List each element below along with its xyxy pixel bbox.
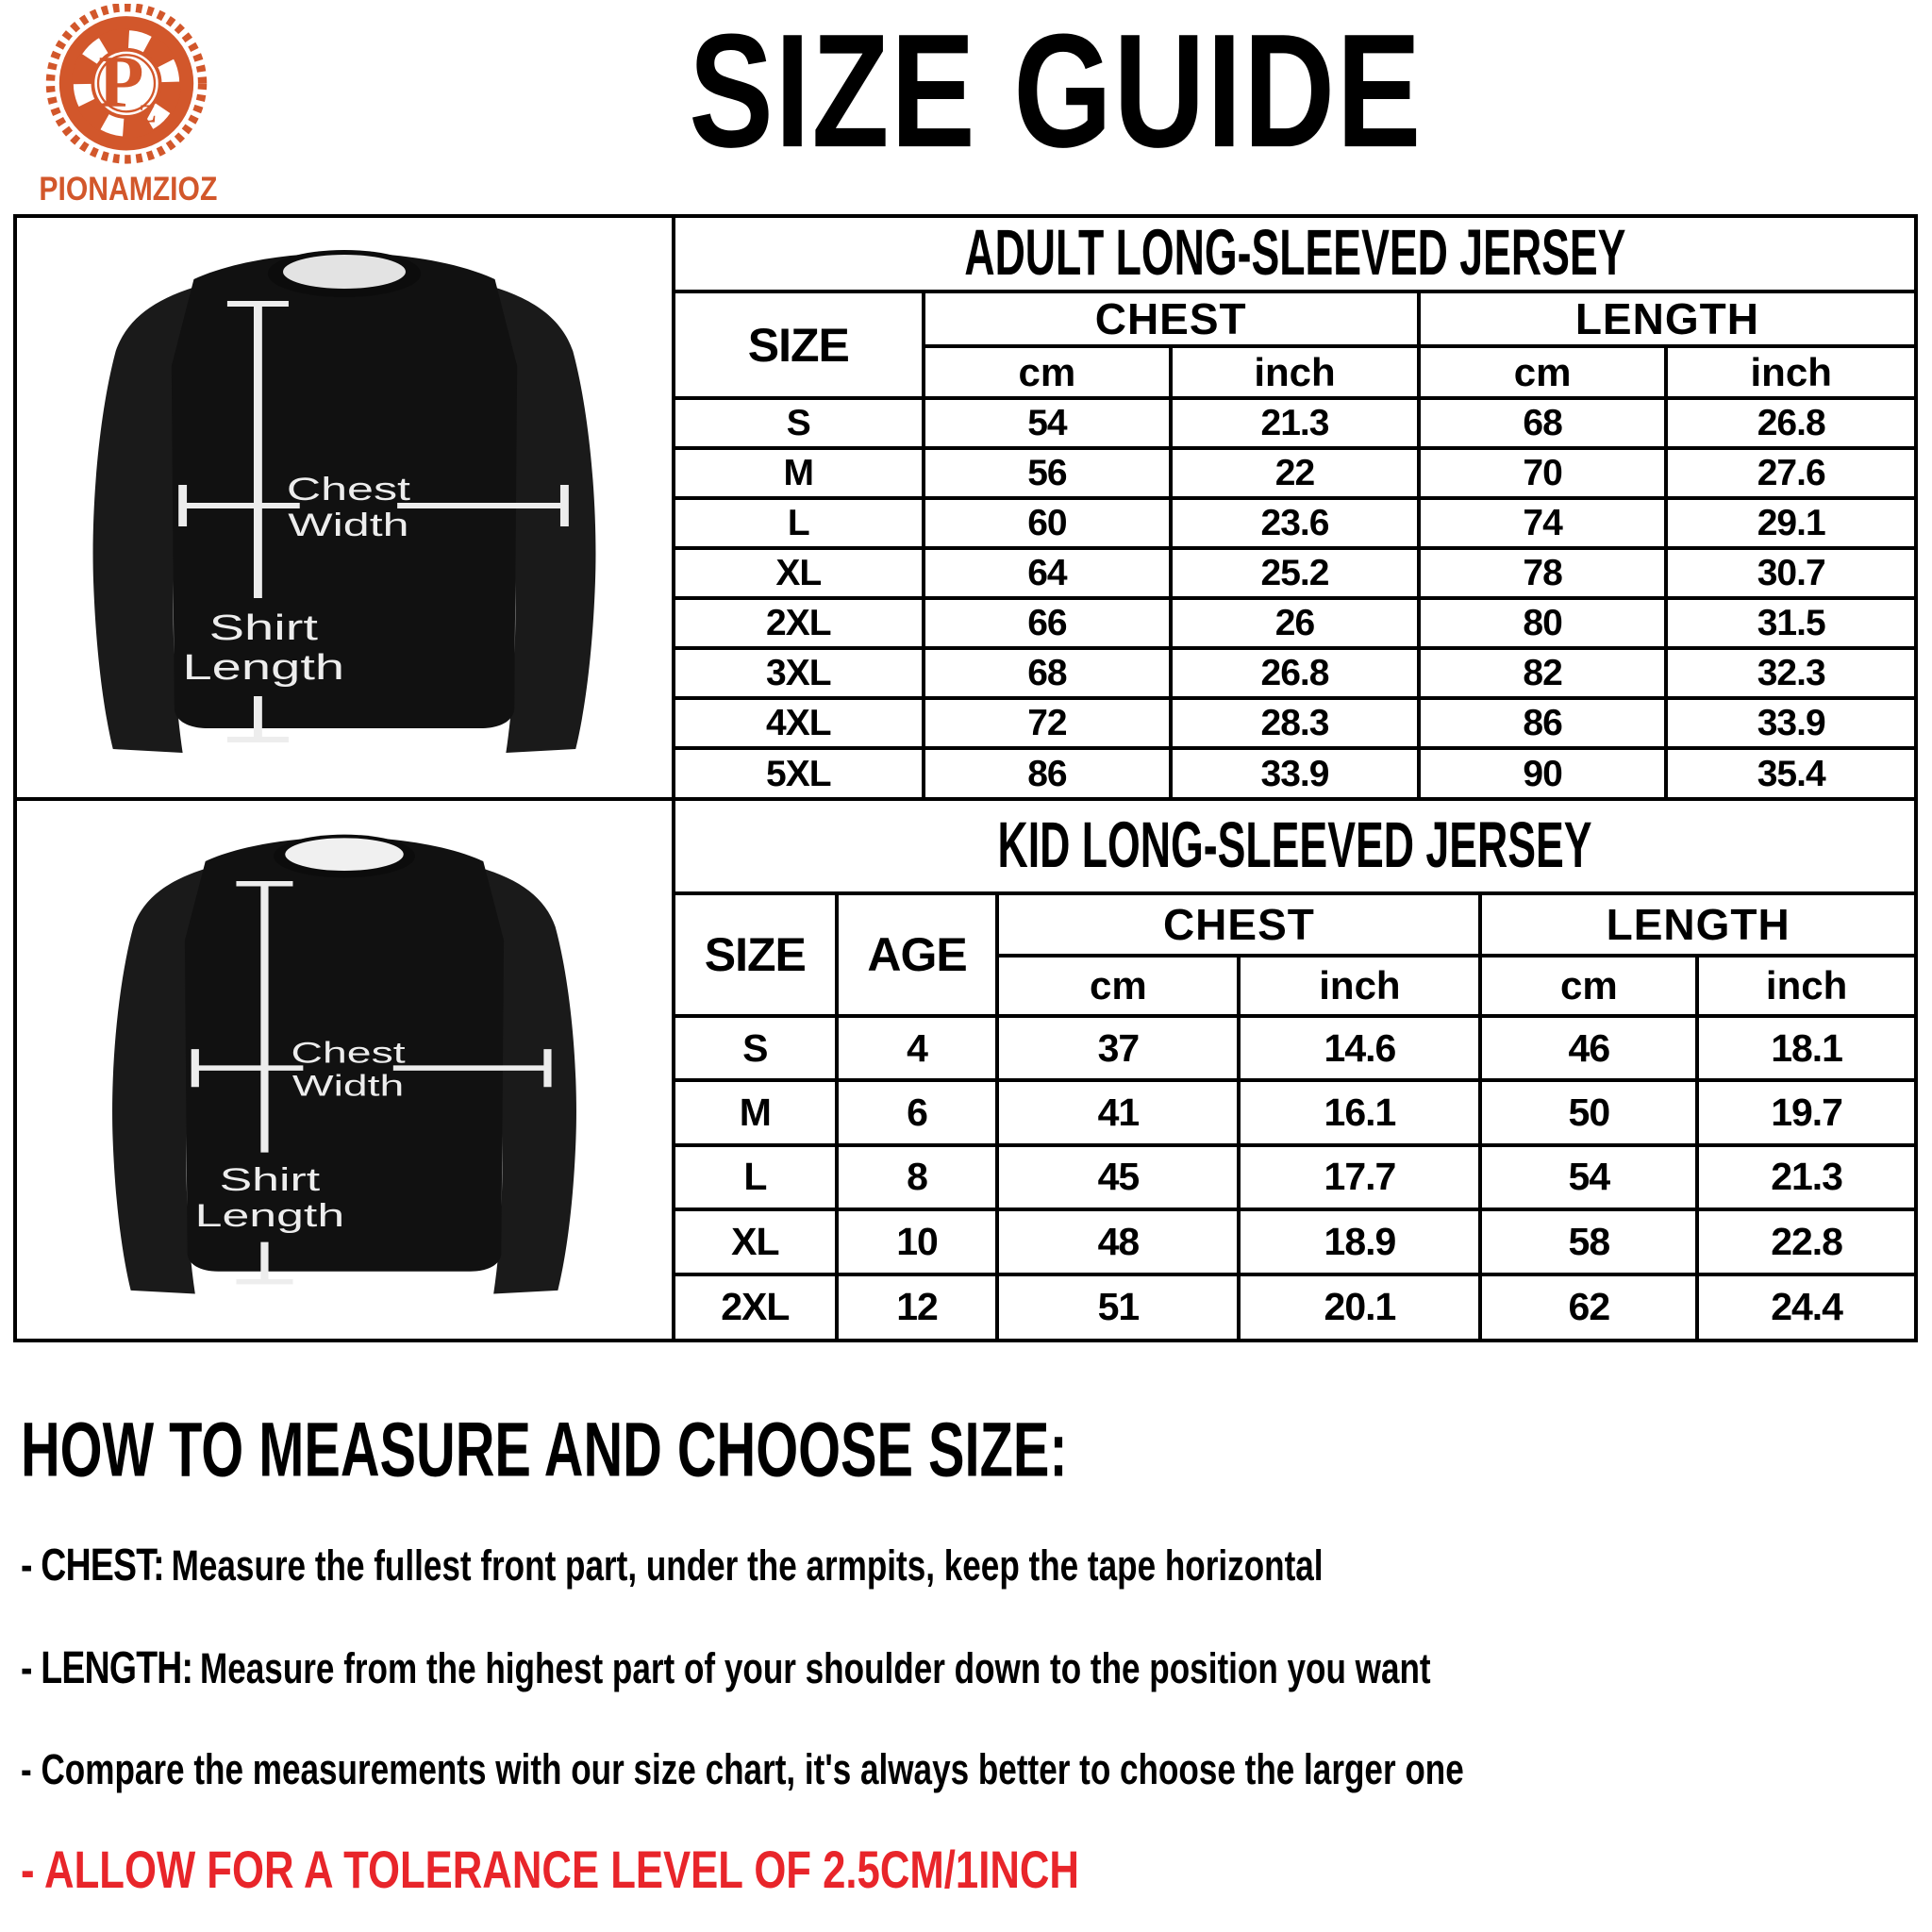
table-cell: 32.3 <box>1666 648 1914 698</box>
table-cell: 70 <box>1419 448 1667 498</box>
instruction-compare <box>21 1746 1495 1793</box>
kid-shirt-figure <box>17 801 675 1339</box>
col-header-size: SIZE <box>675 895 837 1016</box>
table-cell: 16.1 <box>1239 1080 1480 1144</box>
table-cell: 2XL <box>675 1274 837 1339</box>
table-cell: 17.7 <box>1239 1145 1480 1209</box>
col-header-size: SIZE <box>675 293 924 398</box>
table-cell: 41 <box>997 1080 1239 1144</box>
table-cell: 48 <box>997 1209 1239 1274</box>
instruction-chest <box>21 1541 1495 1591</box>
table-row <box>675 1016 1914 1080</box>
table-cell: 86 <box>1419 698 1667 748</box>
col-header-chest-cm: cm <box>924 346 1172 398</box>
table-cell: 54 <box>924 398 1172 448</box>
table-cell: 18.1 <box>1697 1016 1914 1080</box>
table-cell: 51 <box>997 1274 1239 1339</box>
table-cell: 62 <box>1480 1274 1697 1339</box>
adult-header-row-1 <box>675 293 1914 346</box>
chest-width-label-2: Width <box>291 1069 405 1103</box>
table-cell: 6 <box>837 1080 998 1144</box>
table-row <box>675 1145 1914 1209</box>
table-cell: 80 <box>1419 598 1667 648</box>
instruction-compare-text: - Compare the measurements with our size chart, it's always better to choose the larger one <box>21 1745 1464 1794</box>
table-cell: 4 <box>837 1016 998 1080</box>
table-cell: 31.5 <box>1666 598 1914 648</box>
instruction-length <box>21 1644 1495 1694</box>
table-cell: M <box>675 1080 837 1144</box>
how-to-heading <box>21 1405 1911 1493</box>
table-row <box>675 1209 1914 1274</box>
col-header-length-inch: inch <box>1697 956 1914 1016</box>
table-cell: XL <box>675 1209 837 1274</box>
col-header-length-cm: cm <box>1480 956 1697 1016</box>
table-cell: 78 <box>1419 548 1667 598</box>
table-cell: 33.9 <box>1666 698 1914 748</box>
table-row <box>675 1274 1914 1339</box>
adult-size-table-wrap <box>675 293 1914 798</box>
table-row <box>675 748 1914 798</box>
table-row <box>675 498 1914 548</box>
table-cell: 10 <box>837 1209 998 1274</box>
chest-width-label-1: Chest <box>291 1037 406 1070</box>
table-cell: 24.4 <box>1697 1274 1914 1339</box>
table-cell: 22.8 <box>1697 1209 1914 1274</box>
table-cell: S <box>675 1016 837 1080</box>
instruction-tolerance <box>21 1840 1495 1899</box>
col-header-chest-inch: inch <box>1239 956 1480 1016</box>
table-cell: 60 <box>924 498 1172 548</box>
table-row <box>675 398 1914 448</box>
table-cell: 66 <box>924 598 1172 648</box>
col-header-age: AGE <box>837 895 998 1016</box>
table-cell: 25.2 <box>1171 548 1419 598</box>
table-cell: 3XL <box>675 648 924 698</box>
table-cell: 37 <box>997 1016 1239 1080</box>
table-cell: 26.8 <box>1666 398 1914 448</box>
brand-name: PIONAMZIOZ <box>39 171 218 208</box>
col-header-length-inch: inch <box>1666 346 1914 398</box>
table-cell: 45 <box>997 1145 1239 1209</box>
table-cell: 56 <box>924 448 1172 498</box>
table-row <box>675 548 1914 598</box>
table-row <box>675 698 1914 748</box>
table-cell: 26.8 <box>1171 648 1419 698</box>
instruction-length-label: - LENGTH: <box>21 1642 193 1693</box>
col-header-chest-inch: inch <box>1171 346 1419 398</box>
instruction-length-text: Measure from the highest part of your shoulder down to the position you want <box>200 1643 1431 1692</box>
table-cell: 82 <box>1419 648 1667 698</box>
shirt-length-label-2: Length <box>194 1197 345 1235</box>
adult-jersey-illustration <box>38 225 651 791</box>
table-cell: 33.9 <box>1171 748 1419 798</box>
col-header-length-cm: cm <box>1419 346 1667 398</box>
table-row <box>675 598 1914 648</box>
table-cell: 26 <box>1171 598 1419 648</box>
table-cell: 18.9 <box>1239 1209 1480 1274</box>
table-cell: 22 <box>1171 448 1419 498</box>
table-cell: 14.6 <box>1239 1016 1480 1080</box>
adult-section-title-text: ADULT LONG-SLEEVED JERSEY <box>963 218 1626 290</box>
kid-size-table-wrap <box>675 895 1914 1339</box>
table-cell: 21.3 <box>1697 1145 1914 1209</box>
table-cell: 58 <box>1480 1209 1697 1274</box>
table-cell: 21.3 <box>1171 398 1419 448</box>
table-cell: 2XL <box>675 598 924 648</box>
col-header-length: LENGTH <box>1480 895 1914 956</box>
table-cell: 12 <box>837 1274 998 1339</box>
table-cell: 86 <box>924 748 1172 798</box>
table-cell: 35.4 <box>1666 748 1914 798</box>
table-row <box>675 648 1914 698</box>
adult-size-table <box>675 293 1914 798</box>
instruction-chest-label: - CHEST: <box>21 1540 164 1591</box>
table-cell: 68 <box>924 648 1172 698</box>
page-title <box>236 0 1875 181</box>
instruction-chest-text: Measure the fullest front part, under the armpits, keep the tape horizontal <box>171 1541 1324 1590</box>
logo-monogram-main: P <box>98 41 144 124</box>
neck-opening <box>283 255 406 289</box>
table-cell: 64 <box>924 548 1172 598</box>
table-cell: 8 <box>837 1145 998 1209</box>
shirt-length-label-1: Shirt <box>219 1161 321 1198</box>
table-cell: 46 <box>1480 1016 1697 1080</box>
col-header-chest-cm: cm <box>997 956 1239 1016</box>
table-cell: 90 <box>1419 748 1667 798</box>
table-cell: M <box>675 448 924 498</box>
shirt-length-label-1: Shirt <box>208 608 319 648</box>
table-cell: 29.1 <box>1666 498 1914 548</box>
table-cell: 4XL <box>675 698 924 748</box>
kid-header-row-1 <box>675 895 1914 956</box>
page-title-text: SIZE GUIDE <box>689 0 1423 181</box>
table-cell: L <box>675 498 924 548</box>
table-cell: S <box>675 398 924 448</box>
how-to-heading-text: HOW TO MEASURE AND CHOOSE SIZE: <box>21 1405 1068 1493</box>
logo-monogram-sub: z <box>139 89 157 131</box>
neck-opening <box>285 838 403 871</box>
kid-table-body <box>675 1016 1914 1339</box>
col-header-chest: CHEST <box>997 895 1480 956</box>
how-to-measure-section <box>21 1405 1911 1899</box>
table-cell: 30.7 <box>1666 548 1914 598</box>
kid-section-title <box>675 801 1914 895</box>
brand-logo <box>25 4 228 208</box>
kid-size-table <box>675 895 1914 1339</box>
size-guide-panel <box>13 214 1918 1342</box>
table-cell: 23.6 <box>1171 498 1419 548</box>
table-cell: XL <box>675 548 924 598</box>
kid-size-section <box>675 801 1914 1339</box>
kid-jersey-illustration <box>61 811 627 1328</box>
table-cell: 72 <box>924 698 1172 748</box>
col-header-chest: CHEST <box>924 293 1419 346</box>
table-cell: 5XL <box>675 748 924 798</box>
instruction-tolerance-text: - ALLOW FOR A TOLERANCE LEVEL OF 2.5CM/1INCH <box>21 1839 1079 1899</box>
shirt-length-label-2: Length <box>182 647 345 688</box>
col-header-length: LENGTH <box>1419 293 1914 346</box>
adult-table-body <box>675 398 1914 798</box>
kid-section-title-text: KID LONG-SLEEVED JERSEY <box>997 809 1592 882</box>
table-cell: L <box>675 1145 837 1209</box>
table-cell: 20.1 <box>1239 1274 1480 1339</box>
table-cell: 74 <box>1419 498 1667 548</box>
table-cell: 54 <box>1480 1145 1697 1209</box>
adult-section-title <box>675 218 1914 293</box>
table-row <box>675 1080 1914 1144</box>
chest-width-label-2: Width <box>288 507 409 543</box>
adult-shirt-figure <box>17 218 675 801</box>
gear-logo-icon <box>36 4 217 172</box>
table-row <box>675 448 1914 498</box>
table-cell: 19.7 <box>1697 1080 1914 1144</box>
table-cell: 68 <box>1419 398 1667 448</box>
table-cell: 50 <box>1480 1080 1697 1144</box>
table-cell: 27.6 <box>1666 448 1914 498</box>
adult-size-section <box>675 218 1914 801</box>
table-cell: 28.3 <box>1171 698 1419 748</box>
chest-width-label-1: Chest <box>286 471 411 508</box>
